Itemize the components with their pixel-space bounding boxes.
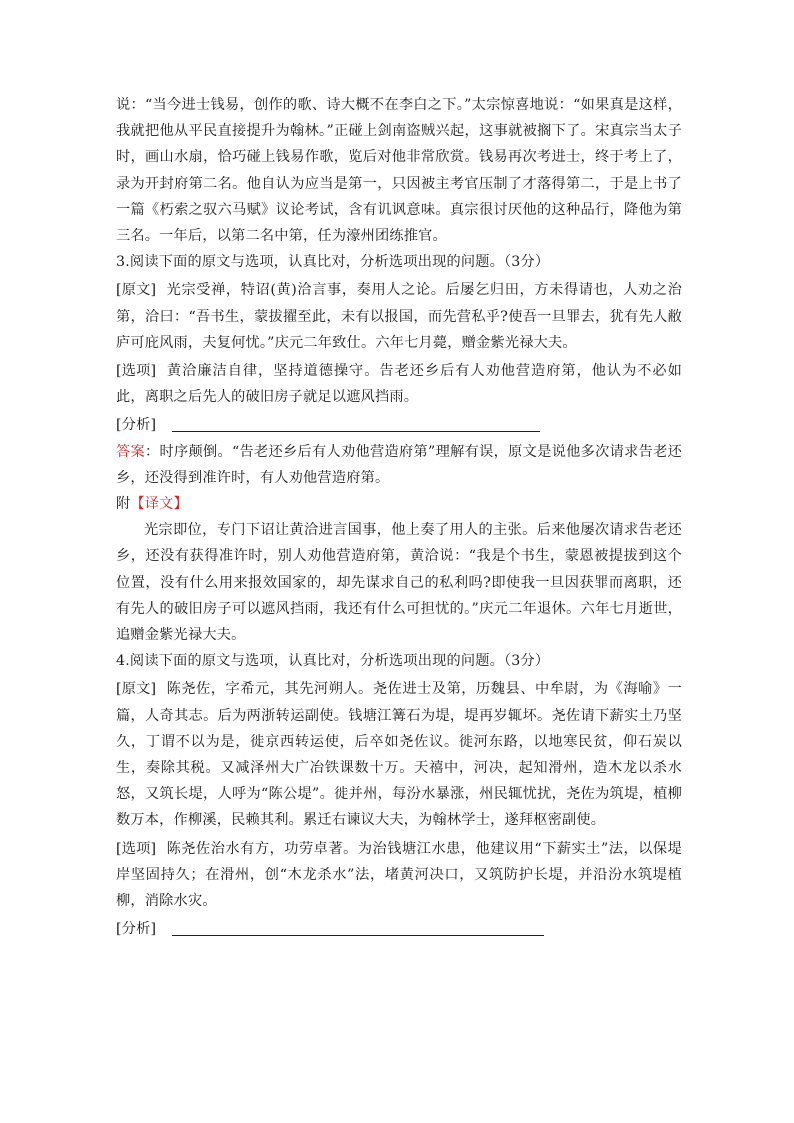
q4-analysis [116,916,682,942]
q4-prompt: 4.阅读下面的原文与选项，认真比对，分析选项出现的问题。（3分） [116,653,550,670]
q3-option-tag: [选项] [116,363,157,380]
q3-answer-label: 答案 [116,443,145,460]
q4-option [116,836,682,915]
q3-original-text: 光宗受禅，特诏(黄)洽言事，奏用人之论。后屡乞归田，方未得请也，人劝之治第，洽曰：“吾书生，蒙拔擢至此，未有以报国，而先营私乎?使吾一旦罪去，犹有先人敝庐可庇风雨，夫复何忧。”庆元二年致仕。六年七月薨，赠金紫光禄大夫。 [116,282,682,351]
q3-appendix-label: 【译文】 [130,496,188,513]
q4-analysis-tag: [分析] [116,921,157,938]
q4-original-tag: [原文] [116,681,157,698]
document-body [116,92,682,943]
q3-original-tag: [原文] [116,282,157,299]
q3-appendix-prefix: 附 [116,496,131,513]
q3-answer [116,439,682,491]
intro-paragraph: 说：“当今进士钱易，创作的歌、诗大概不在李白之下。”太宗惊喜地说：“如果真是这样，我就把他从平民直接提升为翰林。”正碰上剑南盗贼兴起，这事就被搁下了。宋真宗当太子时，画山水扇，恰巧碰上钱易作歌，览后对他非常欣赏。钱易再次考进士，终于考上了，录为开封府第二名。他自认为应当是第一，只因被主考官压制了才落得第二，于是上书了一篇《朽索之驭六马赋》议论考试，含有讥讽意味。真宗很讨厌他的这种品行，降他为第三名。一年后，以第二名中第，任为濠州团练推官。 [116,97,682,245]
q4-original [116,676,682,833]
q3-option [116,358,682,410]
q4-option-tag: [选项] [116,840,157,857]
q4-option-text: 陈尧佐治水有方，功劳卓著。为治钱塘江水患，他建议用“下薪实土”法，以保堤岸坚固持久；在滑州，创“木龙杀水”法，堵黄河决口，又筑防护长堤，并沿汾水筑堤植柳，消除水灾。 [116,840,682,910]
q4-answer-blank[interactable] [172,917,544,936]
q3-answer-blank[interactable] [172,413,540,432]
q3-prompt: 3.阅读下面的原文与选项，认真比对，分析选项出现的问题。（3分） [116,254,550,271]
q4-original-text: 陈尧佐，字希元，其先河朔人。尧佐进士及第，历魏县、中牟尉，为《海喻》一篇，人奇其志。后为两浙转运副使。钱塘江篝石为堤，堤再岁辄坏。尧佐请下薪实土乃坚久，丁谓不以为是，徙京西转运使，后卒如尧佐议。徙河东路，以地寒民贫，仰石炭以生，奏除其税。又减泽州大广冶铁课数十万。天禧中，河决，起知滑州，造木龙以杀水怒，又筑长堤，人呼为“陈公堤”。徙并州，每汾水暴涨，州民辄忧扰，尧佐为筑堤，植柳数万本，作柳溪，民赖其利。累迁右谏议大夫，为翰林学士，遂拜枢密副使。 [116,681,682,829]
q3-translation: 光宗即位，专门下诏让黄洽进言国事，他上奏了用人的主张。后来他屡次请求告老还乡，还没有获得准许时，别人劝他营造府第，黄洽说：“我是个书生，蒙恩被提拔到这个位置，没有什么用来报效国家的，却先谋求自己的私利吗?即使我一旦因获罪而离职，还有先人的破旧房子可以遮风挡雨，我还有什么可担忧的。”庆元二年退休。六年七月逝世，追赠金紫光禄大夫。 [116,522,682,644]
q3-original [116,277,682,356]
q3-appendix-heading [116,491,682,517]
q3-option-text: 黄洽廉洁自律，坚持道德操守。告老还乡后有人劝他营造府第，他认为不必如此，离职之后先人的破旧房子就足以遮风挡雨。 [116,363,682,406]
q3-analysis [116,412,682,438]
q3-answer-text: ：时序颠倒。“告老还乡后有人劝他营造府第”理解有误，原文是说他多次请求告老还乡，还没得到准许时，有人劝他营造府第。 [116,443,682,486]
q3-analysis-tag: [分析] [116,417,157,434]
